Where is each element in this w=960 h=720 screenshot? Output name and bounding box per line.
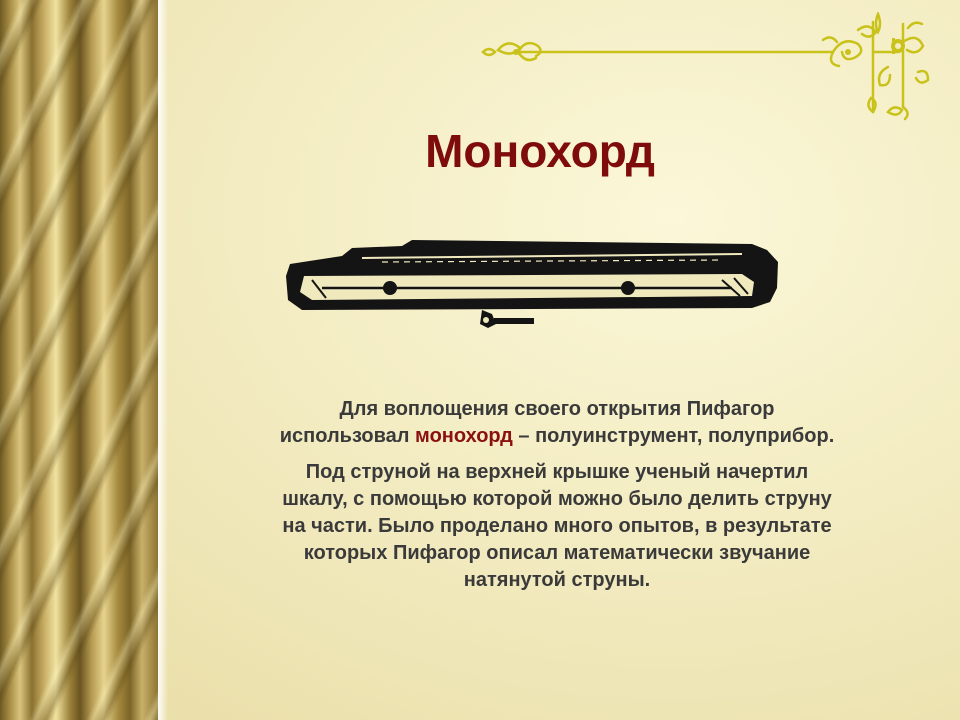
paragraph-2-line-4: которых Пифагор описал математически звучание [303, 542, 811, 564]
paragraph-1-line-2-start: использовал [279, 425, 416, 447]
monochord-highlight: монохорд [415, 425, 513, 447]
paragraph-2-line-5: натянутой струны. [463, 569, 651, 591]
paragraph-2-line-1: Под струной на верхней крышке ученый начертил [305, 461, 809, 483]
paragraph-2-line-2: шкалу, с помощью которой можно было делить струну [282, 488, 832, 510]
paragraph-1 [212, 396, 902, 450]
paragraph-2 [212, 459, 902, 594]
column-edge-highlight [158, 0, 168, 720]
description-text [212, 396, 902, 603]
slide-title: Монохорд [425, 125, 655, 177]
paragraph-1-line-1: Для воплощения своего открытия Пифагор [339, 398, 775, 420]
paragraph-2-line-3: на части. Было проделано много опытов, в результате [282, 515, 832, 537]
decorative-gold-column [0, 0, 158, 720]
corner-flourish-ornament-icon [478, 12, 948, 122]
paragraph-1-line-2-end: – полуинструмент, полуприбор. [512, 425, 835, 447]
monochord-drawing-icon [282, 236, 784, 336]
